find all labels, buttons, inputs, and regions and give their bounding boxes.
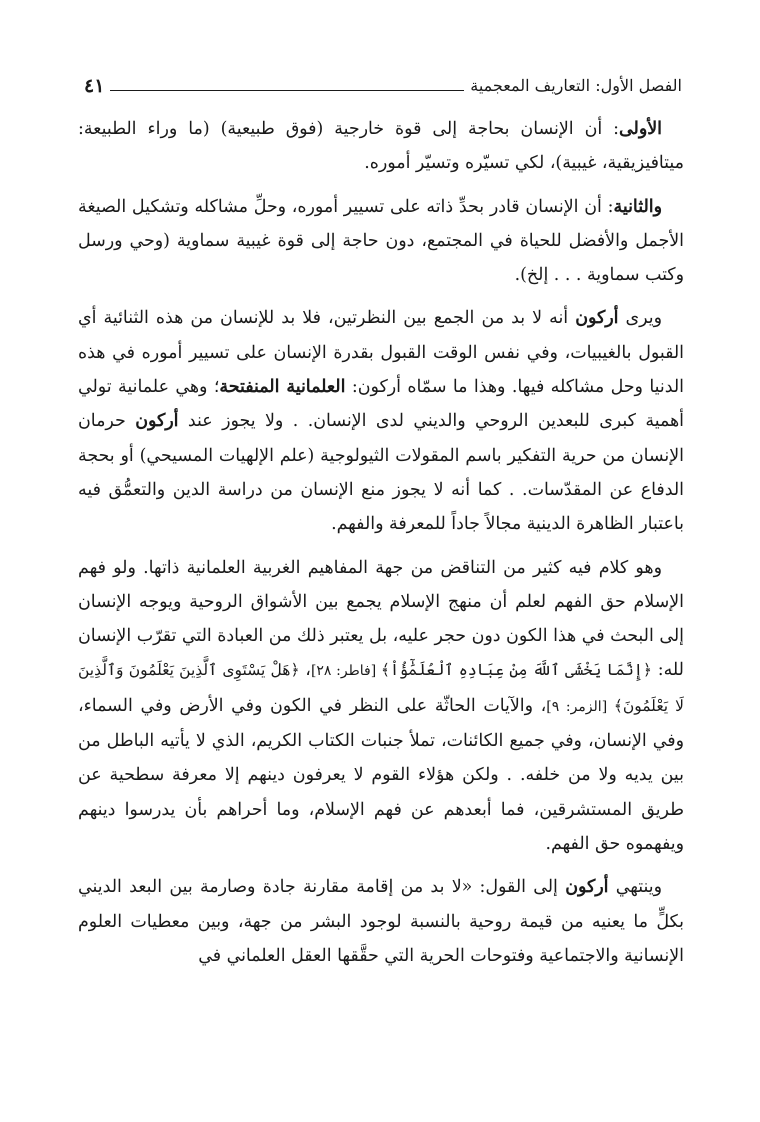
verse-reference: [الزمر: ٩] (546, 698, 614, 715)
paragraph-text: : أن الإنسان قادر بحدِّ ذاته على تسيير أموره، وحلِّ مشاكله وتشكيل الصيغة الأجمل والأفضل للحياة في المجتمع، دون حاجة إلى قوة غيبية سماوية (وحي ورسل وكتب سماوية . . . إلخ). (78, 196, 684, 286)
quran-verse-zumar: ﴿هَلْ يَسْتَوِى ٱلَّذِينَ يَعْلَمُونَ وَٱلَّذِينَ لَا يَعْلَمُونَ﴾ (78, 661, 685, 715)
term-first: الأولى (619, 119, 662, 139)
text-run: ، (299, 660, 311, 681)
text-run: أنه لا بد من الجمع بين النظرتين، فلا بد للإنسان من هذه الثنائية أي القبول بالغيبيات، وفي نفس الوقت القبول بقدرة الإنسان على تسيير أموره في هذه الدنيا وحل مشاكله فيها. وهذا ما سمّاه أركون: (78, 308, 684, 398)
header-rule (110, 90, 464, 91)
name-arkoun: أركون (135, 411, 179, 432)
paragraph-rebuttal (78, 551, 684, 862)
quran-verse-fatir: ﴿إِنَّمَا يَخْشَى ٱللَّهَ مِنْ عِبَادِهِ ٱلْعُلَمَٰٓؤُاْ﴾ (380, 661, 652, 680)
name-arkoun: أركون (575, 308, 619, 329)
text-run: ويرى (618, 308, 662, 329)
term-open-secularism: العلمانية المنفتحة (219, 377, 346, 398)
paragraph-arkoun-conclusion (78, 870, 684, 973)
term-second: والثانية (613, 196, 662, 217)
running-header (84, 76, 682, 96)
paragraph-first-view (78, 112, 684, 181)
name-arkoun: أركون (565, 877, 609, 898)
text-run: حرمان الإنسان من حرية التفكير باسم المقولات الثيولوجية (علم الإلهيات المسيحي) أو بحجة الدفاع عن المقدّسات. . كما أنه لا يجوز منع الإنسان من دراسة الدين والتعمُّق فيه باعتبار الظاهرة الدينية مجالاً جاداً للمعرفة والفهم. (78, 411, 684, 535)
verse-reference: [فاطر: ٢٨] (310, 663, 381, 680)
paragraph-second-view (78, 190, 684, 293)
paragraph-arkoun-view (78, 301, 684, 541)
paragraph-text: : أن الإنسان بحاجة إلى قوة خارجية (فوق طبيعية) (ما وراء الطبيعة: ميتافيزيقية، غيبية)، لكي تسيّره وتسيّر أموره. (78, 119, 684, 174)
page-body (78, 112, 684, 973)
text-run: وينتهي (608, 877, 662, 898)
text-run: ، والآيات الحاثّة على النظر في الكون وفي الأرض وفي السماء، وفي الإنسان، وفي جميع الكائنات، تملأ جنبات الكتاب الكريم، الذي لا يأتيه الباطل من بين يديه ولا من خلفه. . ولكن هؤلاء القوم لا يعرفون دينهم إلا معرفة سطحية عن طريق المستشرقين، فما أبعدهم عن فهم الإسلام، وما أحراهم بأن يدرسوا دينهم ويفهموه حق الفهم. (78, 695, 684, 854)
text-run: وهو كلام فيه كثير من التناقض من جهة المفاهيم الغربية العلمانية ذاتها. ولو فهم الإسلام حق الفهم لعلم أن منهج الإسلام يجمع بين الأشواق الروحية ويوجه الإنسان إلى البحث في هذا الكون دون حجر عليه، بل يعتبر ذلك من العبادة التي تقرّب الإنسان لله: (78, 557, 684, 681)
text-run: إلى القول: «لا بد من إقامة مقارنة جادة وصارمة بين البعد الديني بكلٍّ ما يعنيه من قيمة روحية بالنسبة لوجود البشر من جهة، وبين معطيات العلوم الإنسانية والاجتماعية وفتوحات الحرية التي حقَّقها العقل العلماني في (78, 877, 684, 966)
chapter-title: الفصل الأول: التعاريف المعجمية (470, 76, 682, 95)
text-run: ؛ وهي علمانية تولي أهمية كبرى للبعدين الروحي والديني لدى الإنسان. . ولا يجوز عند (78, 377, 685, 432)
page-number: ٤١ (84, 75, 105, 97)
